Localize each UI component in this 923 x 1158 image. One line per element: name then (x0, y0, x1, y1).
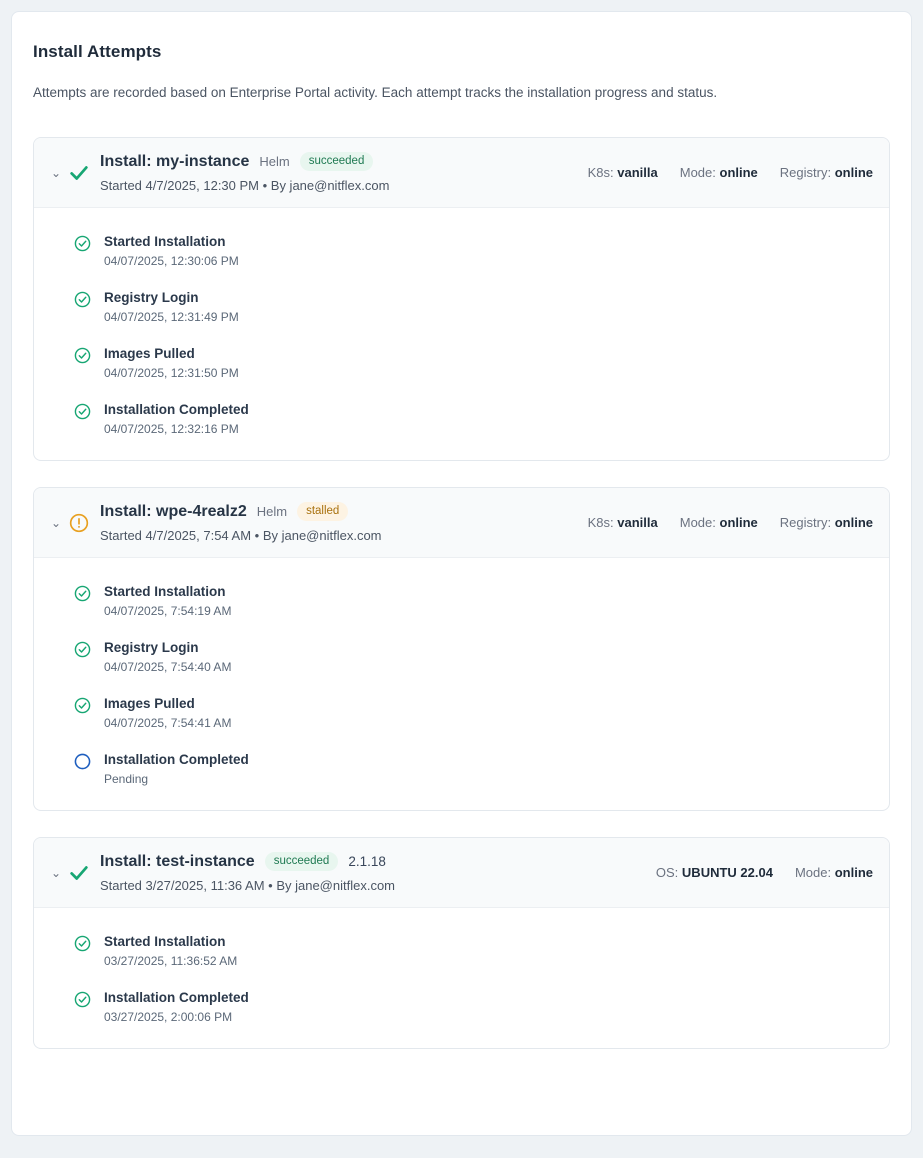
step-timestamp: 04/07/2025, 12:32:16 PM (104, 422, 239, 436)
status-badge: succeeded (300, 152, 374, 171)
install-step (74, 290, 873, 324)
attempt-meta-item (680, 515, 758, 530)
check-circle-icon (74, 235, 91, 252)
attempt-version: 2.1.18 (348, 854, 386, 869)
attempt-meta-value: online (834, 865, 873, 880)
attempt-meta-item (588, 515, 658, 530)
install-step (74, 696, 873, 730)
attempt-meta-value: UBUNTU 22.04 (681, 865, 773, 880)
attempt-meta-label: OS: (655, 865, 679, 880)
install-attempts-panel (11, 11, 912, 1136)
check-circle-icon (74, 697, 91, 714)
step-timestamp: 03/27/2025, 2:00:06 PM (104, 1010, 233, 1024)
step-timestamp: 04/07/2025, 12:31:49 PM (104, 310, 239, 324)
attempt-header[interactable] (34, 138, 889, 208)
attempt-meta-value: vanilla (617, 165, 658, 180)
attempt-meta-value: online (719, 165, 758, 180)
attempt-meta-label: Registry: (779, 515, 832, 530)
step-label: Started Installation (104, 584, 226, 599)
status-badge: stalled (297, 502, 348, 521)
check-circle-icon (74, 403, 91, 420)
attempt-meta-item (588, 165, 658, 180)
attempt-meta-label: Mode: (679, 515, 716, 530)
attempt-meta-item (656, 865, 773, 880)
install-step (74, 934, 873, 968)
attempt-subtitle: Started 3/27/2025, 11:36 AM • By jane@nitflex.com (100, 878, 396, 893)
step-label: Registry Login (104, 640, 199, 655)
chevron-down-icon[interactable]: ⌄ (50, 515, 62, 530)
step-timestamp: 03/27/2025, 11:36:52 AM (104, 954, 238, 968)
attempt-meta (642, 865, 873, 880)
step-label: Installation Completed (104, 752, 249, 767)
chevron-down-icon[interactable]: ⌄ (50, 865, 62, 880)
attempt-title: Install: test-instance (100, 852, 255, 870)
attempt-meta (574, 515, 873, 530)
check-circle-icon (74, 641, 91, 658)
attempt-kind: Helm (259, 154, 290, 169)
attempt-meta-label: Registry: (779, 165, 832, 180)
step-label: Images Pulled (104, 696, 195, 711)
attempt-meta-item (680, 165, 758, 180)
step-label: Started Installation (104, 934, 226, 949)
attempt-meta-item (780, 515, 873, 530)
attempt-meta-label: K8s: (587, 165, 614, 180)
attempt-meta-item (795, 865, 873, 880)
step-label: Started Installation (104, 234, 226, 249)
attempt-list (33, 137, 890, 1049)
attempt-header[interactable] (34, 838, 889, 908)
check-circle-icon (74, 585, 91, 602)
attempt-subtitle: Started 4/7/2025, 7:54 AM • By jane@nitflex.com (100, 528, 382, 543)
step-timestamp: 04/07/2025, 12:31:50 PM (104, 366, 239, 380)
check-circle-icon (74, 991, 91, 1008)
attempt-meta-label: Mode: (794, 865, 832, 880)
step-label: Installation Completed (104, 990, 249, 1005)
step-label: Registry Login (104, 290, 199, 305)
status-badge: succeeded (265, 852, 339, 871)
attempt-meta-value: vanilla (617, 515, 658, 530)
attempt-meta-value: online (834, 165, 873, 180)
install-attempt-card (33, 837, 890, 1049)
warning-icon (64, 513, 94, 533)
page-description: Attempts are recorded based on Enterprise Portal activity. Each attempt tracks the installation progress and status. (33, 85, 718, 100)
attempt-subtitle: Started 4/7/2025, 12:30 PM • By jane@nitflex.com (100, 178, 390, 193)
install-step (74, 990, 873, 1024)
install-step (74, 234, 873, 268)
check-circle-icon (74, 935, 91, 952)
step-timestamp: 04/07/2025, 7:54:41 AM (104, 716, 232, 730)
step-label: Installation Completed (104, 402, 249, 417)
step-label: Images Pulled (104, 346, 195, 361)
attempt-meta-value: online (719, 515, 758, 530)
attempt-meta-label: Mode: (679, 165, 716, 180)
attempt-meta-label: K8s: (587, 515, 614, 530)
circle-outline-icon (74, 753, 91, 770)
install-attempt-card (33, 137, 890, 461)
step-timestamp: Pending (104, 772, 149, 786)
attempt-kind: Helm (256, 504, 288, 519)
attempt-meta (574, 165, 873, 180)
chevron-down-icon[interactable]: ⌄ (50, 165, 62, 180)
install-step (74, 346, 873, 380)
install-step (74, 584, 873, 618)
install-step (74, 752, 873, 786)
step-timestamp: 04/07/2025, 12:30:06 PM (104, 254, 239, 268)
install-step (74, 402, 873, 436)
install-attempt-card (33, 487, 890, 811)
check-icon (64, 162, 94, 184)
step-timestamp: 04/07/2025, 7:54:40 AM (104, 660, 232, 674)
attempt-meta-item (780, 165, 873, 180)
step-timestamp: 04/07/2025, 7:54:19 AM (104, 604, 232, 618)
check-icon (64, 862, 94, 884)
attempt-meta-value: online (834, 515, 873, 530)
attempt-steps (34, 908, 889, 1048)
attempt-title: Install: wpe-4realz2 (100, 502, 247, 520)
attempt-steps (34, 558, 889, 810)
check-circle-icon (74, 291, 91, 308)
attempt-steps (34, 208, 889, 460)
check-circle-icon (74, 347, 91, 364)
install-step (74, 640, 873, 674)
attempt-title: Install: my-instance (100, 152, 250, 170)
page-title: Install Attempts (33, 42, 162, 61)
attempt-header[interactable] (34, 488, 889, 558)
